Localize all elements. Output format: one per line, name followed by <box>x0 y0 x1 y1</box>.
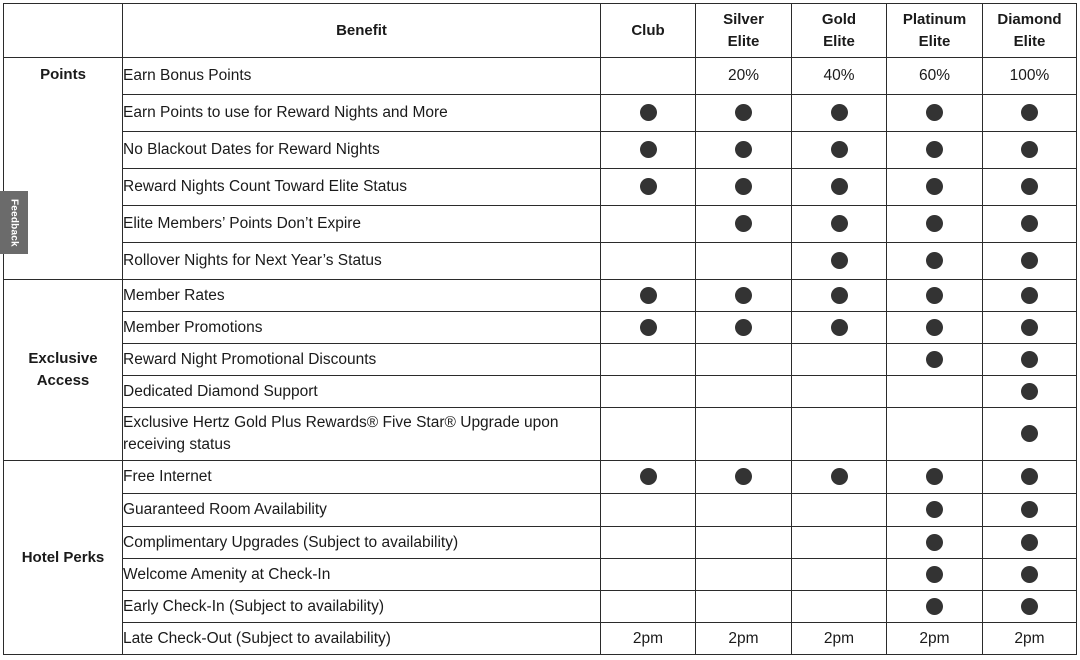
tier-cell-included <box>601 312 696 344</box>
tier-cell-included <box>696 169 792 206</box>
included-dot-icon <box>831 141 848 158</box>
benefit-label: Early Check-In (Subject to availability) <box>123 591 601 623</box>
category-cell <box>4 461 123 655</box>
tier-cell-value: 100% <box>983 58 1077 95</box>
tier-cell-included <box>887 591 983 623</box>
included-dot-icon <box>831 468 848 485</box>
header-benefit: Benefit <box>123 4 601 58</box>
tier-cell-included <box>887 95 983 132</box>
tier-cell-included <box>601 132 696 169</box>
included-dot-icon <box>926 141 943 158</box>
benefit-label: Exclusive Hertz Gold Plus Rewards® Five Star® Upgrade upon receiving status <box>123 408 601 461</box>
benefit-label: Member Promotions <box>123 312 601 344</box>
included-dot-icon <box>831 104 848 121</box>
table-row <box>4 312 1077 344</box>
included-dot-icon <box>926 252 943 269</box>
header-row <box>4 4 1077 58</box>
included-dot-icon <box>831 287 848 304</box>
benefit-label: Late Check-Out (Subject to availability) <box>123 623 601 655</box>
tier-cell-included <box>601 461 696 494</box>
header-platinum-line1: Platinum <box>902 10 967 28</box>
included-dot-icon <box>1021 468 1038 485</box>
tier-cell-empty <box>696 376 792 408</box>
table-row <box>4 623 1077 655</box>
tier-cell-included <box>983 494 1077 527</box>
benefit-label: Complimentary Upgrades (Subject to availability) <box>123 527 601 559</box>
tier-cell-included <box>983 527 1077 559</box>
tier-cell-included <box>601 169 696 206</box>
tier-cell-included <box>792 206 887 243</box>
tier-cell-included <box>887 559 983 591</box>
tier-cell-included <box>887 461 983 494</box>
tier-cell-empty <box>696 527 792 559</box>
tier-cell-empty <box>696 243 792 280</box>
tier-cell-empty <box>601 527 696 559</box>
header-gold-line2: Elite <box>823 32 855 50</box>
tier-cell-included <box>887 312 983 344</box>
included-dot-icon <box>1021 534 1038 551</box>
tier-cell-empty <box>792 376 887 408</box>
included-dot-icon <box>1021 104 1038 121</box>
included-dot-icon <box>926 178 943 195</box>
category-label: Exclusive <box>28 350 98 367</box>
tier-cell-included <box>983 95 1077 132</box>
tier-cell-included <box>696 280 792 312</box>
tier-cell-empty <box>696 559 792 591</box>
included-dot-icon <box>640 287 657 304</box>
table-row <box>4 559 1077 591</box>
tier-cell-empty <box>792 559 887 591</box>
table-row <box>4 408 1077 461</box>
tier-cell-included <box>983 591 1077 623</box>
tier-cell-empty <box>601 206 696 243</box>
benefit-label: Rollover Nights for Next Year’s Status <box>123 243 601 280</box>
included-dot-icon <box>735 215 752 232</box>
tier-cell-included <box>983 206 1077 243</box>
tier-cell-included <box>887 344 983 376</box>
included-dot-icon <box>1021 383 1038 400</box>
benefit-label: Earn Points to use for Reward Nights and More <box>123 95 601 132</box>
tier-cell-empty <box>601 591 696 623</box>
tier-cell-value: 2pm <box>601 623 696 655</box>
tier-cell-empty <box>792 527 887 559</box>
benefit-label: Free Internet <box>123 461 601 494</box>
included-dot-icon <box>926 287 943 304</box>
table-row <box>4 376 1077 408</box>
included-dot-icon <box>1021 252 1038 269</box>
tier-cell-included <box>887 280 983 312</box>
table-row <box>4 591 1077 623</box>
tier-cell-value: 60% <box>887 58 983 95</box>
table-row <box>4 527 1077 559</box>
included-dot-icon <box>926 104 943 121</box>
tier-cell-empty <box>601 344 696 376</box>
tier-cell-empty <box>887 408 983 461</box>
included-dot-icon <box>926 501 943 518</box>
table-row <box>4 280 1077 312</box>
benefit-label: Reward Night Promotional Discounts <box>123 344 601 376</box>
included-dot-icon <box>1021 566 1038 583</box>
included-dot-icon <box>640 104 657 121</box>
tier-cell-included <box>792 169 887 206</box>
tier-cell-included <box>601 95 696 132</box>
tier-cell-empty <box>792 591 887 623</box>
table-row <box>4 461 1077 494</box>
included-dot-icon <box>831 178 848 195</box>
tier-cell-value: 2pm <box>792 623 887 655</box>
category-label: Hotel Perks <box>21 548 105 566</box>
included-dot-icon <box>926 468 943 485</box>
included-dot-icon <box>831 319 848 336</box>
tier-cell-included <box>792 132 887 169</box>
header-platinum-line2: Elite <box>918 32 951 50</box>
benefit-label: Guaranteed Room Availability <box>123 494 601 527</box>
table-row <box>4 95 1077 132</box>
included-dot-icon <box>640 319 657 336</box>
tier-cell-empty <box>792 408 887 461</box>
tier-cell-included <box>887 494 983 527</box>
tier-cell-empty <box>887 376 983 408</box>
tier-cell-included <box>696 95 792 132</box>
tier-cell-included <box>792 312 887 344</box>
feedback-tab[interactable] <box>0 191 28 254</box>
included-dot-icon <box>735 468 752 485</box>
tier-cell-value: 40% <box>792 58 887 95</box>
header-silver-line1: Silver <box>723 10 764 28</box>
included-dot-icon <box>1021 598 1038 615</box>
tier-cell-included <box>983 408 1077 461</box>
header-diamond-line2: Elite <box>1013 32 1046 50</box>
table-row <box>4 494 1077 527</box>
included-dot-icon <box>926 319 943 336</box>
tier-cell-included <box>601 280 696 312</box>
tier-cell-value: 2pm <box>983 623 1077 655</box>
table-row <box>4 344 1077 376</box>
table-row <box>4 169 1077 206</box>
tier-cell-included <box>696 312 792 344</box>
tier-cell-included <box>792 280 887 312</box>
tier-cell-included <box>983 169 1077 206</box>
included-dot-icon <box>926 215 943 232</box>
tier-cell-included <box>983 559 1077 591</box>
included-dot-icon <box>640 141 657 158</box>
header-silver-line2: Elite <box>727 32 760 50</box>
tier-cell-included <box>983 243 1077 280</box>
benefit-label: No Blackout Dates for Reward Nights <box>123 132 601 169</box>
included-dot-icon <box>640 468 657 485</box>
included-dot-icon <box>1021 425 1038 442</box>
tier-cell-included <box>983 376 1077 408</box>
header-diamond-elite <box>983 4 1077 58</box>
table-row <box>4 58 1077 95</box>
tier-cell-value: 2pm <box>696 623 792 655</box>
tier-cell-included <box>983 312 1077 344</box>
included-dot-icon <box>1021 141 1038 158</box>
included-dot-icon <box>1021 351 1038 368</box>
header-silver-elite <box>696 4 792 58</box>
included-dot-icon <box>1021 215 1038 232</box>
feedback-label: Feedback <box>8 198 20 247</box>
tier-cell-included <box>983 280 1077 312</box>
included-dot-icon <box>926 566 943 583</box>
tier-cell-included <box>887 132 983 169</box>
benefit-label: Dedicated Diamond Support <box>123 376 601 408</box>
tier-cell-empty <box>601 494 696 527</box>
tier-cell-empty <box>601 376 696 408</box>
included-dot-icon <box>1021 287 1038 304</box>
category-cell <box>4 280 123 461</box>
included-dot-icon <box>735 287 752 304</box>
category-label-line2: Access <box>36 372 90 389</box>
tier-cell-included <box>983 132 1077 169</box>
category-label: Points <box>40 66 86 83</box>
tier-cell-included <box>983 461 1077 494</box>
tier-cell-empty <box>696 591 792 623</box>
tier-cell-included <box>887 169 983 206</box>
tier-cell-empty <box>696 344 792 376</box>
included-dot-icon <box>640 178 657 195</box>
included-dot-icon <box>735 104 752 121</box>
tier-cell-included <box>696 206 792 243</box>
included-dot-icon <box>735 319 752 336</box>
tier-cell-included <box>696 461 792 494</box>
header-diamond-line1: Diamond <box>997 10 1062 28</box>
tier-cell-included <box>887 527 983 559</box>
table-row <box>4 206 1077 243</box>
tier-cell-empty <box>792 344 887 376</box>
tier-cell-included <box>887 206 983 243</box>
tier-cell-empty <box>696 408 792 461</box>
included-dot-icon <box>926 351 943 368</box>
tier-cell-included <box>983 344 1077 376</box>
tier-cell-included <box>792 95 887 132</box>
header-category-blank <box>4 4 123 58</box>
table-row <box>4 132 1077 169</box>
tier-cell-included <box>792 461 887 494</box>
table-body <box>4 58 1077 655</box>
tier-cell-empty <box>601 243 696 280</box>
included-dot-icon <box>926 534 943 551</box>
included-dot-icon <box>1021 319 1038 336</box>
benefits-table <box>3 3 1077 655</box>
table-header <box>4 4 1077 58</box>
tier-cell-value: 2pm <box>887 623 983 655</box>
tier-cell-empty <box>601 559 696 591</box>
included-dot-icon <box>926 598 943 615</box>
tier-cell-included <box>792 243 887 280</box>
included-dot-icon <box>1021 501 1038 518</box>
included-dot-icon <box>1021 178 1038 195</box>
tier-cell-value: 20% <box>696 58 792 95</box>
tier-cell-empty <box>601 58 696 95</box>
tier-cell-empty <box>601 408 696 461</box>
header-platinum-elite <box>887 4 983 58</box>
tier-cell-included <box>696 132 792 169</box>
benefit-label: Member Rates <box>123 280 601 312</box>
header-gold-line1: Gold <box>821 10 857 28</box>
table-row <box>4 243 1077 280</box>
tier-cell-empty <box>696 494 792 527</box>
included-dot-icon <box>735 141 752 158</box>
tier-cell-included <box>887 243 983 280</box>
benefit-label: Elite Members’ Points Don’t Expire <box>123 206 601 243</box>
tier-cell-empty <box>792 494 887 527</box>
benefit-label: Welcome Amenity at Check-In <box>123 559 601 591</box>
included-dot-icon <box>735 178 752 195</box>
included-dot-icon <box>831 215 848 232</box>
included-dot-icon <box>831 252 848 269</box>
header-gold-elite <box>792 4 887 58</box>
benefit-label: Earn Bonus Points <box>123 58 601 95</box>
header-club: Club <box>601 4 696 58</box>
benefit-label: Reward Nights Count Toward Elite Status <box>123 169 601 206</box>
